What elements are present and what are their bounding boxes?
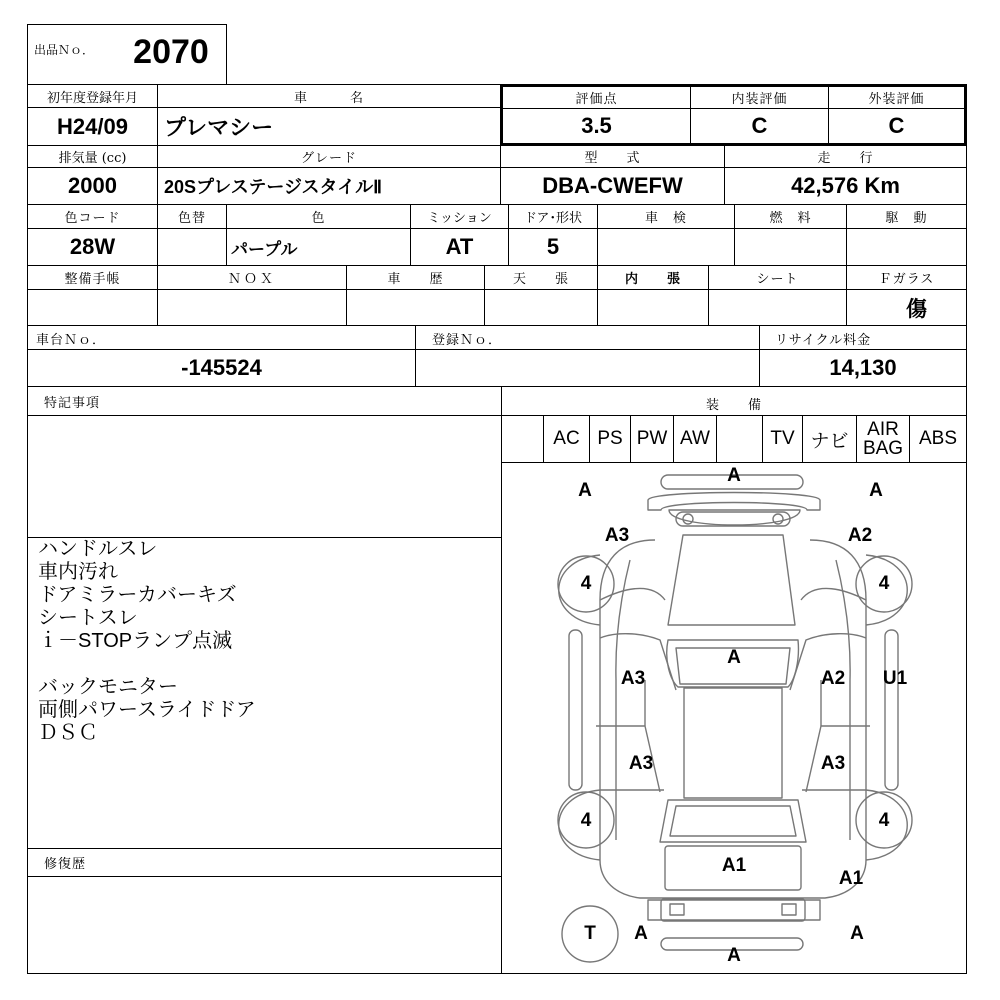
windshield: 傷 [906, 295, 927, 321]
mark-right-front-fender: A2 [847, 525, 873, 546]
car-name-label: 車 名 [293, 90, 364, 106]
mark-tire-front-left: 4 [580, 573, 592, 594]
transmission: AT [445, 234, 474, 259]
repair-history-label: 修復歴 [44, 856, 87, 872]
lot-number-label: 出品Ｎｏ． [34, 42, 95, 57]
lot-number: 2070 [133, 32, 209, 71]
color-label: 色 [311, 211, 326, 226]
mark-spare-tire: T [584, 923, 596, 944]
first-registration-label: 初年度登録年月 [46, 90, 138, 106]
displacement-label: 排気量 (cc) [58, 151, 127, 166]
mark-front-right-corner: A [869, 480, 883, 501]
note-line: ＤＳＣ [38, 722, 98, 744]
nox-label: ＮＯＸ [227, 272, 276, 287]
interior-trim-label: 内 張 [624, 272, 681, 287]
equipment-navi: ナビ [810, 430, 849, 452]
car-name: プレマシー [164, 115, 274, 140]
repaint-label: 色替 [177, 211, 206, 226]
first-registration: H24/09 [57, 113, 128, 139]
equipment-ps: PS [597, 428, 623, 449]
chassis-number: -145524 [181, 355, 262, 380]
mark-left-front-fender: A3 [604, 525, 630, 546]
mark-tire-front-right: 4 [878, 573, 890, 594]
mark-front-bumper: A [727, 465, 741, 486]
equipment-pw: PW [636, 428, 668, 449]
mark-roof: A [727, 647, 741, 668]
score-label: 評価点 [575, 91, 618, 107]
exterior-grade-label: 外装評価 [868, 91, 925, 107]
service-record-label: 整備手帳 [64, 272, 121, 287]
mark-tire-rear-left: 4 [580, 810, 592, 831]
recycle-fee-label: リサイクル料金 [775, 332, 872, 348]
mark-right-rear-door: A3 [820, 753, 846, 774]
mark-right-front-door: A2 [820, 668, 846, 689]
interior-grade: C [751, 113, 768, 138]
displacement: 2000 [68, 173, 117, 198]
note-line: ドアミラーカバーキズ [38, 584, 237, 606]
left-wheel-arches [559, 555, 600, 860]
note-line: シートスレ [38, 607, 138, 629]
mark-left-rear-door: A3 [628, 753, 654, 774]
note-line: ｉ－STOPランプ点滅 [38, 630, 233, 652]
exterior-grade: C [888, 113, 905, 138]
notes-label: 特記事項 [44, 395, 101, 411]
mark-rear-bumper: A [727, 945, 741, 966]
doors: 5 [546, 234, 560, 259]
note-line: ハンドルスレ [38, 538, 158, 560]
recycle-fee: 14,130 [829, 355, 897, 380]
note-line: 車内汚れ [38, 561, 118, 583]
chassis-number-label: 車台Ｎｏ． [36, 332, 107, 348]
mark-left-front-door: A3 [620, 668, 646, 689]
equipment-aw: AW [680, 428, 710, 449]
note-line: バックモニター [38, 676, 178, 698]
body-outline [596, 535, 870, 898]
transmission-label: ミッション [427, 211, 492, 226]
headliner-label: 天 張 [512, 272, 569, 287]
model: DBA-CWEFW [542, 173, 683, 198]
equipment-airbag: AIR BAG [862, 419, 904, 459]
note-line: 両側パワースライドドア [38, 699, 256, 721]
seat-label: シート [756, 272, 799, 287]
registration-number-label: 登録Ｎｏ． [432, 332, 503, 348]
equipment-abs: ABS [918, 428, 958, 449]
mark-rear-left-corner: A [634, 923, 648, 944]
mark-right-sill: U1 [882, 668, 908, 689]
vehicle-history-label: 車 歴 [387, 272, 444, 287]
color: パープル [231, 239, 298, 259]
mileage: 42,576 Km [791, 173, 900, 198]
model-label: 型 式 [584, 151, 641, 166]
equipment-tv: TV [770, 428, 795, 449]
fuel-label: 燃 料 [769, 211, 812, 226]
mark-back-door: A1 [721, 855, 747, 876]
grade: 20SプレステージスタイルⅡ [164, 177, 383, 197]
drive-label: 駆 動 [885, 211, 928, 226]
grade-label: グレード [300, 151, 357, 166]
color-code-label: 色コード [64, 211, 121, 226]
rear-bumper-outline [648, 899, 820, 950]
mark-right-quarter: A1 [838, 868, 864, 889]
mark-rear-right-corner: A [850, 923, 864, 944]
doors-label: ドア･形状 [523, 211, 583, 226]
interior-grade-label: 内装評価 [731, 91, 788, 107]
windshield-label: Ｆガラス [878, 272, 935, 287]
inspection-label: 車 検 [644, 211, 687, 226]
color-code: 28W [69, 234, 116, 259]
equipment-label: 装 備 [705, 397, 762, 413]
score: 3.5 [581, 113, 612, 138]
mileage-label: 走 行 [817, 151, 874, 166]
mark-front-left-corner: A [578, 480, 592, 501]
mark-tire-rear-right: 4 [878, 810, 890, 831]
equipment-ac: AC [553, 428, 580, 449]
